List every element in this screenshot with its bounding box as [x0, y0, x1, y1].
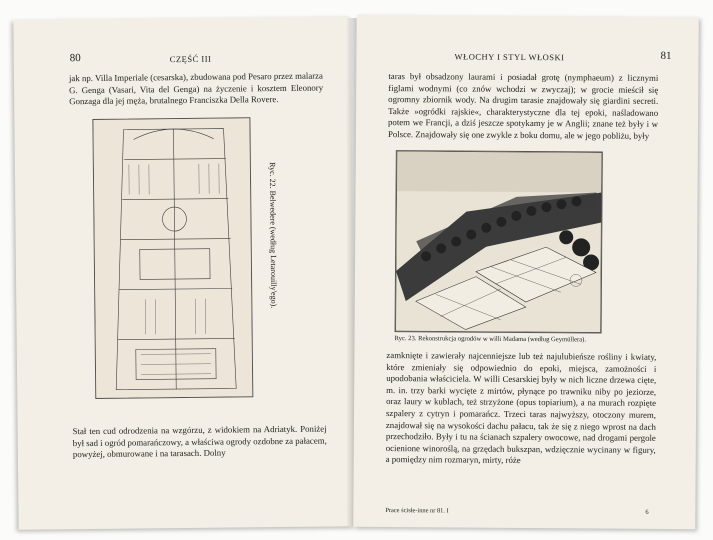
villa-madama-engraving — [396, 151, 602, 332]
right-figure-caption: Ryc. 23. Rekonstrukcja ogrodów w willi Madama (według Geymüllera). — [394, 335, 587, 344]
left-page — [13, 16, 355, 530]
belvedere-illustration — [92, 117, 253, 399]
right-footer-left: Prace ścisłe-inne nr 81. I — [385, 507, 449, 515]
right-bottom-text: zamknięte i zawierały najcenniejsze lub też najulubieńsze rośliny i kwiaty, które zmieniały się odpowiednio do epoki, miejsca, zamożności i upodobania właściciela. W willi Cesarskiej były w nich liczne drzewa cięte, m. in. trzy barki wycięte z mirtów, płynące po trawniku niby po jeziorze, oraz laury w kublach, też strzyżone (opus topiarium), a na murach rozpięte szpalery z cytryn i pomarańcz. Trzeci taras najwyższy, otoczony murem, znajdował się na wysokości dachu pałacu, tak że się z niego wprost na dach przechodziło. Były i tu na ścianach szpalery owocowe, nad drogami pergole ocienione winoroślą, na grzędach bukszpan, wdzięcznie wycinany w figury, a pomiędzy nim rozmaryn, mirty, róże — [385, 350, 657, 466]
belvedere-engraving — [93, 118, 252, 398]
villa-madama-illustration — [395, 150, 603, 333]
left-figure-caption: Ryc. 22. Belwedere (według Letarouilly'ego). — [267, 162, 279, 309]
right-top-text: taras był obsadzony laurami i posiadał grotę (nymphaeum) z licznymi figlami wodnymi (co znów wchodzi w zwyczaj); w grocie mieścił się ogromny zbiornik wody. Na drugim tarasie znajdowały się giardini secreti. Także »ogródki rajskie«, charakterystyczne dla tej epoki, naśladowano potem we Francji, a dziś jeszcze spotykamy je w Anglii; znane też były i w Polsce. Znajdowały się one zwykle z boku domu, ale w jego pobliżu, były — [387, 71, 659, 141]
right-page — [353, 15, 699, 529]
right-page-number: 81 — [660, 49, 672, 63]
left-bottom-text: Stał ten cud odrodzenia na wzgórzu, z widokiem na Adriatyk. Poniżej był sad i ogród pomarańczowy, a właściwa ogrody ozdobne za pałacem, powyżej, obmurowane i na tarasach. Dolny — [72, 423, 327, 460]
left-top-text: jak np. Villa Imperiale (cesarska), zbudowana pod Pesaro przez malarza G. Genga (Vasari, Vita del Genga) na życzenie i kosztem Eleonory Gonzaga dla jej męża, brutalnego Franciszka Della Rovere. — [68, 70, 324, 107]
right-running-head: WŁOCHY I STYL WŁOSKI — [454, 51, 565, 63]
right-footer-right: 6 — [645, 508, 649, 516]
left-page-number: 80 — [69, 52, 81, 65]
left-running-head: CZĘŚĆ III — [169, 53, 212, 65]
